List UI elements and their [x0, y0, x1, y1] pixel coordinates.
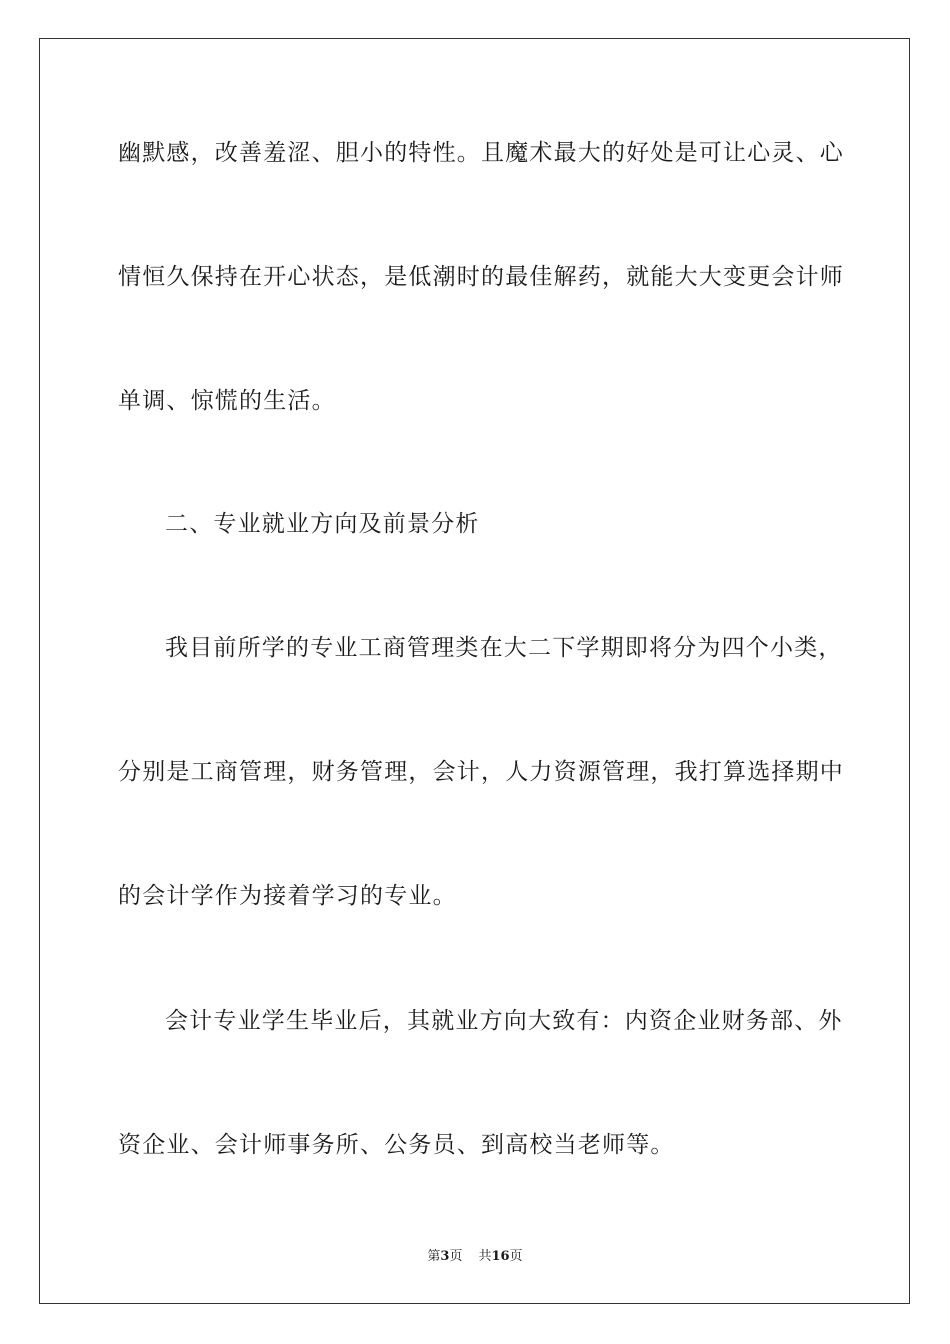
- body-line-2: 情恒久保持在开心状态，是低潮时的最佳解药，就能大大变更会计师: [118, 264, 844, 290]
- page-prefix: 第: [427, 1249, 441, 1264]
- page-border: [39, 38, 910, 1304]
- body-line-8: 会计专业学生毕业后，其就业方向大致有：内资企业财务部、外: [165, 1008, 843, 1034]
- total-pages: 16: [491, 1249, 510, 1264]
- body-line-1: 幽默感，改善羞涩、胆小的特性。且魔术最大的好处是可让心灵、心: [118, 140, 844, 166]
- total-suffix: 页: [509, 1249, 523, 1264]
- body-line-9: 资企业、会计师事务所、公务员、到高校当老师等。: [118, 1132, 675, 1158]
- section-heading: 二、专业就业方向及前景分析: [165, 511, 480, 537]
- page-footer: [0, 1249, 950, 1265]
- body-line-3: 单调、惊慌的生活。: [118, 388, 336, 414]
- body-line-6: 分别是工商管理，财务管理，会计，人力资源管理，我打算选择期中: [118, 759, 844, 785]
- total-prefix: 共: [478, 1249, 492, 1264]
- body-line-5: 我目前所学的专业工商管理类在大二下学期即将分为四个小类，: [165, 635, 843, 661]
- page-suffix: 页: [449, 1249, 463, 1264]
- page-number: 3: [440, 1249, 450, 1264]
- body-line-7: 的会计学作为接着学习的专业。: [118, 883, 457, 909]
